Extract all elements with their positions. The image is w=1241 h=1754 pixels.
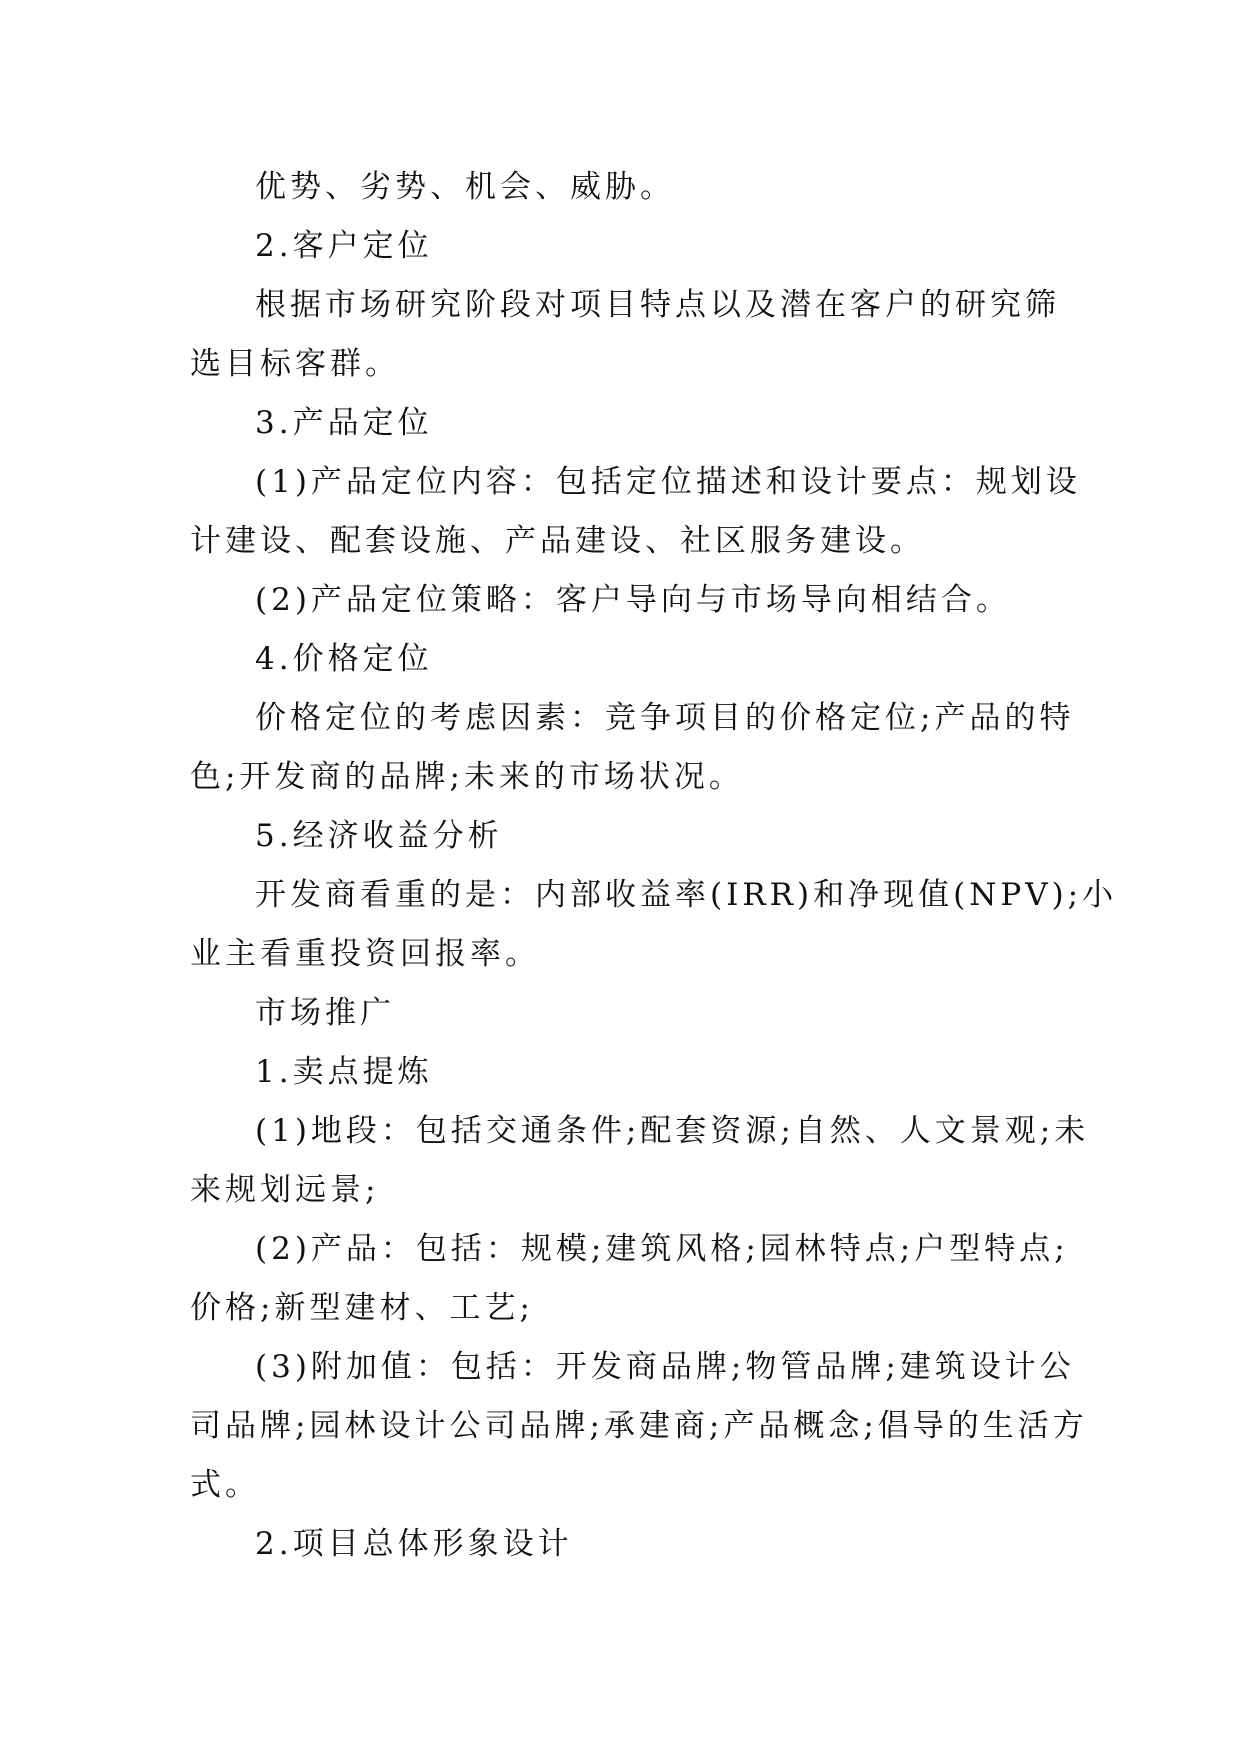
paragraph-line: 价格;新型建材、工艺; (190, 1290, 534, 1326)
section-heading: 2.客户定位 (255, 228, 433, 264)
paragraph-line: 司品牌;园林设计公司品牌;承建商;产品概念;倡导的生活方 (190, 1408, 1088, 1444)
paragraph-line: (3)附加值：包括：开发商品牌;物管品牌;建筑设计公 (255, 1349, 1075, 1385)
section-heading: 3.产品定位 (255, 405, 433, 441)
paragraph-line: (1)地段：包括交通条件;配套资源;自然、人文景观;未 (255, 1113, 1090, 1149)
paragraph-line: 价格定位的考虑因素：竞争项目的价格定位;产品的特 (255, 700, 1075, 736)
paragraph-line: 开发商看重的是：内部收益率(IRR)和净现值(NPV);小 (255, 877, 1118, 913)
paragraph-line: 优势、劣势、机会、威胁。 (255, 169, 675, 205)
paragraph-line: 计建设、配套设施、产品建设、社区服务建设。 (190, 523, 925, 559)
paragraph-line: 根据市场研究阶段对项目特点以及潜在客户的研究筛 (255, 287, 1060, 323)
paragraph-line: 业主看重投资回报率。 (190, 936, 540, 972)
section-heading: 5.经济收益分析 (255, 818, 503, 854)
paragraph-line: (2)产品：包括：规模;建筑风格;园林特点;户型特点; (255, 1231, 1069, 1267)
paragraph-line: 式。 (190, 1467, 260, 1503)
paragraph-line: 来规划远景; (190, 1172, 380, 1208)
section-heading: 市场推广 (255, 995, 395, 1031)
section-heading: 1.卖点提炼 (255, 1054, 433, 1090)
paragraph-line: 色;开发商的品牌;未来的市场状况。 (190, 759, 744, 795)
paragraph-line: (2)产品定位策略：客户导向与市场导向相结合。 (255, 582, 1011, 618)
section-heading: 2.项目总体形象设计 (255, 1526, 573, 1562)
paragraph-line: 选目标客群。 (190, 346, 400, 382)
section-heading: 4.价格定位 (255, 641, 433, 677)
paragraph-line: (1)产品定位内容：包括定位描述和设计要点：规划设 (255, 464, 1081, 500)
